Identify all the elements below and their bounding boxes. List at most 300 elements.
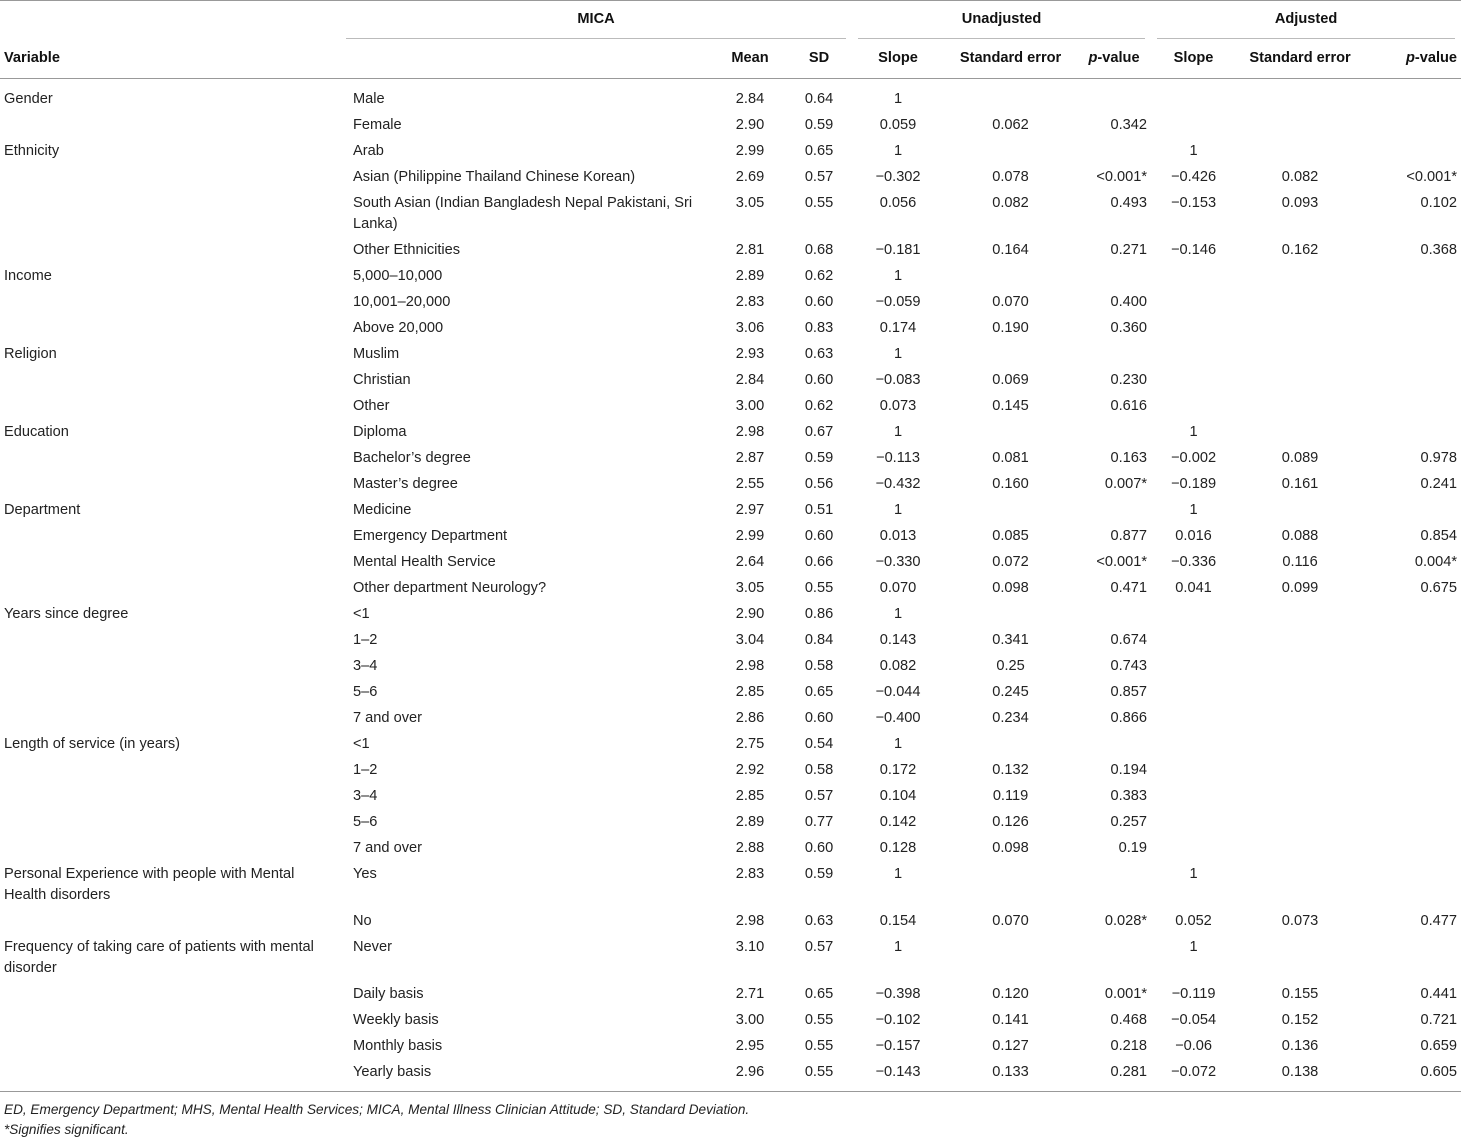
- p-unadjusted-cell: 0.007*: [1104, 476, 1148, 492]
- slope-adjusted-cell: −0.054: [1171, 1012, 1217, 1028]
- column-header-sd: SD: [786, 39, 852, 79]
- slope-adjusted-cell: [1151, 290, 1236, 316]
- p-unadjusted-cell: [1077, 342, 1151, 368]
- slope-unadjusted-cell: −0.083: [875, 372, 921, 388]
- table-row: [0, 1034, 1461, 1060]
- se-adjusted-cell: [1236, 394, 1364, 420]
- mean-cell: 2.71: [735, 986, 765, 1002]
- table-row: [0, 1060, 1461, 1092]
- p-unadjusted-cell: 0.471: [1110, 580, 1148, 596]
- mean-cell: 2.97: [735, 502, 765, 518]
- p-unadjusted-cell: 0.743: [1110, 658, 1148, 674]
- se-unadjusted-cell: 0.160: [992, 476, 1029, 492]
- variable-cell: [0, 113, 340, 139]
- se-adjusted-cell: [1236, 368, 1364, 394]
- sd-cell: 0.65: [804, 684, 834, 700]
- se-adjusted-cell: 0.093: [1281, 195, 1319, 211]
- p-adjusted-cell: [1364, 628, 1461, 654]
- slope-unadjusted-cell: 1: [893, 939, 903, 955]
- se-adjusted-cell: 0.073: [1281, 913, 1319, 929]
- slope-unadjusted-cell: 0.070: [879, 580, 917, 596]
- se-adjusted-cell: [1236, 602, 1364, 628]
- slope-unadjusted-cell: 1: [893, 606, 903, 622]
- table-row: [0, 264, 1461, 290]
- sd-cell: 0.84: [804, 632, 834, 648]
- category-cell: South Asian (Indian Bangladesh Nepal Pakistani, Sri Lanka): [353, 195, 693, 232]
- p-unadjusted-cell: [1077, 498, 1151, 524]
- table-row: [0, 550, 1461, 576]
- mean-cell: 3.05: [735, 580, 765, 596]
- se-adjusted-cell: [1236, 810, 1364, 836]
- se-adjusted-cell: 0.099: [1281, 580, 1319, 596]
- mean-cell: 2.85: [735, 684, 765, 700]
- se-unadjusted-cell: 0.119: [992, 788, 1029, 804]
- se-unadjusted-cell: 0.098: [992, 580, 1029, 596]
- category-cell: Yearly basis: [340, 1060, 714, 1092]
- p-adjusted-cell: [1364, 139, 1461, 165]
- sd-cell: 0.60: [804, 294, 834, 310]
- slope-unadjusted-cell: 1: [893, 143, 903, 159]
- mean-cell: 2.99: [735, 143, 765, 159]
- se-unadjusted-cell: [944, 862, 1077, 909]
- se-unadjusted-cell: 0.127: [992, 1038, 1029, 1054]
- slope-adjusted-cell: 1: [1189, 939, 1198, 955]
- slope-unadjusted-cell: 1: [893, 346, 903, 362]
- table-row: [0, 732, 1461, 758]
- variable-cell: Length of service (in years): [4, 736, 181, 752]
- sd-cell: 0.62: [804, 398, 834, 414]
- p-unadjusted-cell: 0.281: [1077, 1060, 1151, 1092]
- se-adjusted-cell: [1236, 935, 1364, 982]
- slope-adjusted-cell: −0.002: [1171, 450, 1217, 466]
- se-unadjusted-cell: 0.120: [992, 986, 1029, 1002]
- se-adjusted-cell: 0.152: [1281, 1012, 1319, 1028]
- category-cell: Medicine: [353, 502, 412, 518]
- table-row: [0, 113, 1461, 139]
- p-unadjusted-cell: 0.218: [1110, 1038, 1148, 1054]
- variable-cell: Frequency of taking care of patients with mental disorder: [4, 939, 314, 976]
- table-row: [0, 784, 1461, 810]
- slope-unadjusted-cell: 0.174: [879, 320, 917, 336]
- sd-cell: 0.55: [804, 1012, 834, 1028]
- sd-cell: 0.59: [804, 450, 834, 466]
- group-header-unadjusted: Unadjusted: [852, 1, 1151, 40]
- se-adjusted-cell: 0.136: [1281, 1038, 1319, 1054]
- slope-adjusted-cell: [1151, 680, 1236, 706]
- category-cell: 5–6: [353, 814, 378, 830]
- category-cell: Muslim: [353, 346, 400, 362]
- p-unadjusted-cell: [1077, 264, 1151, 290]
- slope-unadjusted-cell: 0.143: [879, 632, 917, 648]
- group-header-adjusted: Adjusted: [1151, 1, 1461, 40]
- table-row: [0, 394, 1461, 420]
- se-unadjusted-cell: 0.341: [992, 632, 1029, 648]
- se-unadjusted-cell: [944, 139, 1077, 165]
- category-cell: Other: [353, 398, 390, 414]
- mean-cell: 2.89: [735, 814, 765, 830]
- se-unadjusted-cell: 0.141: [992, 1012, 1029, 1028]
- table-row: [0, 836, 1461, 862]
- p-unadjusted-cell: 0.857: [1110, 684, 1148, 700]
- se-adjusted-cell: [1236, 113, 1364, 139]
- slope-adjusted-cell: [1151, 706, 1236, 732]
- p-unadjusted-cell: 0.468: [1110, 1012, 1148, 1028]
- mean-cell: 2.85: [735, 788, 765, 804]
- p-adjusted-cell: 0.102: [1420, 195, 1458, 211]
- se-adjusted-cell: [1236, 836, 1364, 862]
- slope-adjusted-cell: [1151, 836, 1236, 862]
- slope-adjusted-cell: [1151, 602, 1236, 628]
- se-adjusted-cell: [1236, 732, 1364, 758]
- table-row: [0, 342, 1461, 368]
- mean-cell: 2.89: [735, 268, 765, 284]
- p-unadjusted-cell: 0.877: [1110, 528, 1148, 544]
- sd-cell: 0.54: [804, 736, 834, 752]
- sd-cell: 0.64: [804, 91, 834, 107]
- slope-adjusted-cell: [1151, 784, 1236, 810]
- mean-cell: 2.98: [735, 658, 765, 674]
- se-adjusted-cell: 0.161: [1281, 476, 1319, 492]
- p-unadjusted-cell: 0.19: [1118, 840, 1148, 856]
- p-adjusted-cell: 0.004*: [1414, 554, 1458, 570]
- slope-unadjusted-cell: 1: [893, 424, 903, 440]
- variable-cell: [0, 810, 340, 836]
- variable-cell: [0, 446, 340, 472]
- p-adjusted-cell: [1364, 706, 1461, 732]
- mean-cell: 2.93: [735, 346, 765, 362]
- sd-cell: 0.68: [804, 242, 834, 258]
- sd-cell: 0.51: [804, 502, 834, 518]
- slope-unadjusted-cell: 0.056: [879, 195, 917, 211]
- p-adjusted-cell: 0.368: [1420, 242, 1458, 258]
- slope-adjusted-cell: [1151, 810, 1236, 836]
- variable-cell: [0, 836, 340, 862]
- variable-cell: [0, 238, 340, 264]
- se-unadjusted-cell: [944, 732, 1077, 758]
- mean-cell: 3.00: [735, 398, 765, 414]
- slope-adjusted-cell: [1151, 732, 1236, 758]
- column-header-category: [340, 39, 714, 79]
- category-cell: Christian: [353, 372, 411, 388]
- column-header-variable: Variable: [0, 39, 340, 79]
- se-unadjusted-cell: [944, 79, 1077, 114]
- category-cell: 1–2: [353, 632, 378, 648]
- slope-adjusted-cell: [1151, 316, 1236, 342]
- slope-adjusted-cell: −0.426: [1171, 169, 1217, 185]
- mean-cell: 2.96: [714, 1060, 786, 1092]
- slope-unadjusted-cell: −0.143: [852, 1060, 944, 1092]
- header-spacer: [0, 1, 340, 40]
- category-cell: Male: [353, 91, 385, 107]
- se-adjusted-cell: [1236, 758, 1364, 784]
- group-header-mica: MICA: [340, 1, 852, 40]
- p-adjusted-cell: 0.978: [1420, 450, 1458, 466]
- sd-cell: 0.63: [804, 913, 834, 929]
- slope-adjusted-cell: −0.153: [1171, 195, 1217, 211]
- sd-cell: 0.55: [786, 1060, 852, 1092]
- slope-unadjusted-cell: −0.059: [875, 294, 921, 310]
- mean-cell: 2.88: [735, 840, 765, 856]
- table-row: [0, 191, 1461, 238]
- sd-cell: 0.65: [804, 143, 834, 159]
- se-adjusted-cell: [1236, 342, 1364, 368]
- variable-cell: Religion: [4, 346, 57, 362]
- se-adjusted-cell: [1236, 79, 1364, 114]
- table-row: [0, 602, 1461, 628]
- slope-unadjusted-cell: −0.302: [875, 169, 921, 185]
- p-unadjusted-cell: 0.028*: [1104, 913, 1148, 929]
- column-header-slope-unadjusted: Slope: [852, 39, 944, 79]
- table-row: [0, 498, 1461, 524]
- se-unadjusted-cell: 0.132: [992, 762, 1029, 778]
- p-adjusted-cell: [1364, 498, 1461, 524]
- slope-unadjusted-cell: −0.102: [875, 1012, 921, 1028]
- p-adjusted-cell: 0.721: [1420, 1012, 1458, 1028]
- se-adjusted-cell: [1236, 628, 1364, 654]
- se-unadjusted-cell: [944, 935, 1077, 982]
- table-body: [0, 79, 1461, 1092]
- slope-unadjusted-cell: 1: [893, 736, 903, 752]
- se-unadjusted-cell: 0.133: [944, 1060, 1077, 1092]
- table-row: [0, 79, 1461, 114]
- se-unadjusted-cell: 0.190: [992, 320, 1029, 336]
- category-cell: Daily basis: [353, 986, 424, 1002]
- slope-adjusted-cell: [1151, 628, 1236, 654]
- table-row: [0, 165, 1461, 191]
- se-unadjusted-cell: 0.069: [992, 372, 1029, 388]
- column-header-se-adjusted: Standard error: [1236, 39, 1364, 79]
- mean-cell: 2.55: [735, 476, 765, 492]
- variable-cell: [0, 524, 340, 550]
- p-adjusted-cell: [1364, 420, 1461, 446]
- se-unadjusted-cell: 0.082: [992, 195, 1029, 211]
- p-adjusted-cell: [1364, 264, 1461, 290]
- category-cell: No: [353, 913, 372, 929]
- variable-cell: [0, 982, 340, 1008]
- variable-cell: Education: [4, 424, 69, 440]
- se-adjusted-cell: 0.082: [1281, 169, 1319, 185]
- table-row: [0, 1008, 1461, 1034]
- mean-cell: 2.98: [735, 424, 765, 440]
- mean-cell: 3.06: [735, 320, 765, 336]
- p-adjusted-cell: 0.854: [1420, 528, 1458, 544]
- se-adjusted-cell: 0.089: [1281, 450, 1319, 466]
- mean-cell: 2.69: [735, 169, 765, 185]
- p-adjusted-cell: [1364, 602, 1461, 628]
- slope-adjusted-cell: [1151, 264, 1236, 290]
- mean-cell: 2.84: [735, 91, 765, 107]
- table-row: [0, 706, 1461, 732]
- slope-adjusted-cell: 1: [1189, 502, 1198, 518]
- category-cell: 1–2: [353, 762, 378, 778]
- variable-cell: [0, 758, 340, 784]
- slope-adjusted-cell: −0.146: [1171, 242, 1217, 258]
- sd-cell: 0.55: [804, 195, 834, 211]
- p-adjusted-cell: [1364, 290, 1461, 316]
- p-adjusted-cell: [1364, 836, 1461, 862]
- variable-cell: [0, 290, 340, 316]
- p-adjusted-cell: [1364, 368, 1461, 394]
- p-unadjusted-cell: 0.230: [1110, 372, 1148, 388]
- p-unadjusted-cell: [1077, 139, 1151, 165]
- sd-cell: 0.83: [804, 320, 834, 336]
- sd-cell: 0.63: [804, 346, 834, 362]
- se-adjusted-cell: [1236, 706, 1364, 732]
- mean-cell: 2.83: [735, 294, 765, 310]
- category-cell: Yes: [353, 866, 377, 882]
- category-cell: 10,001–20,000: [353, 294, 451, 310]
- category-cell: Weekly basis: [353, 1012, 439, 1028]
- p-adjusted-cell: 0.659: [1420, 1038, 1458, 1054]
- mean-cell: 2.75: [735, 736, 765, 752]
- sd-cell: 0.62: [804, 268, 834, 284]
- slope-adjusted-cell: [1151, 368, 1236, 394]
- p-unadjusted-cell: [1077, 79, 1151, 114]
- sd-cell: 0.58: [804, 762, 834, 778]
- p-unadjusted-cell: 0.360: [1110, 320, 1148, 336]
- slope-unadjusted-cell: 1: [893, 502, 903, 518]
- slope-adjusted-cell: [1151, 79, 1236, 114]
- slope-unadjusted-cell: −0.432: [875, 476, 921, 492]
- table-row: [0, 654, 1461, 680]
- variable-cell: Department: [4, 502, 81, 518]
- se-adjusted-cell: [1236, 784, 1364, 810]
- p-unadjusted-cell: [1077, 935, 1151, 982]
- slope-unadjusted-cell: 0.013: [879, 528, 917, 544]
- table-row: [0, 935, 1461, 982]
- sd-cell: 0.57: [804, 788, 834, 804]
- slope-adjusted-cell: [1151, 342, 1236, 368]
- se-unadjusted-cell: 0.164: [992, 242, 1029, 258]
- variable-cell: [0, 165, 340, 191]
- slope-adjusted-cell: 0.016: [1175, 528, 1212, 544]
- sd-cell: 0.60: [804, 840, 834, 856]
- variable-cell: [0, 654, 340, 680]
- sd-cell: 0.58: [804, 658, 834, 674]
- sd-cell: 0.57: [804, 169, 834, 185]
- se-adjusted-cell: [1236, 654, 1364, 680]
- p-unadjusted-cell: [1077, 602, 1151, 628]
- column-header-p-adjusted: p-value: [1364, 39, 1461, 79]
- se-adjusted-cell: [1236, 420, 1364, 446]
- variable-cell: [0, 706, 340, 732]
- variable-cell: [0, 1008, 340, 1034]
- table-row: [0, 680, 1461, 706]
- category-cell: Master’s degree: [353, 476, 458, 492]
- p-unadjusted-cell: 0.400: [1110, 294, 1148, 310]
- slope-adjusted-cell: [1151, 113, 1236, 139]
- sd-cell: 0.60: [804, 710, 834, 726]
- sd-cell: 0.55: [804, 580, 834, 596]
- sd-cell: 0.60: [804, 372, 834, 388]
- sd-cell: 0.59: [804, 117, 834, 133]
- table-row: [0, 909, 1461, 935]
- slope-unadjusted-cell: −0.044: [875, 684, 921, 700]
- category-cell: Other department Neurology?: [353, 580, 547, 596]
- p-adjusted-cell: [1364, 732, 1461, 758]
- slope-unadjusted-cell: 0.128: [879, 840, 917, 856]
- slope-unadjusted-cell: 1: [893, 866, 903, 882]
- category-cell: 7 and over: [353, 840, 422, 856]
- p-adjusted-cell: 0.675: [1420, 580, 1458, 596]
- table-row: [0, 628, 1461, 654]
- mean-cell: 2.90: [735, 606, 765, 622]
- table-row: [0, 446, 1461, 472]
- se-unadjusted-cell: 0.081: [992, 450, 1029, 466]
- p-unadjusted-cell: 0.163: [1110, 450, 1148, 466]
- se-unadjusted-cell: 0.072: [992, 554, 1029, 570]
- slope-unadjusted-cell: 1: [893, 268, 903, 284]
- sd-cell: 0.65: [804, 986, 834, 1002]
- variable-cell: Income: [4, 268, 52, 284]
- table-row: [0, 316, 1461, 342]
- p-adjusted-cell: [1364, 680, 1461, 706]
- variable-cell: [0, 628, 340, 654]
- se-unadjusted-cell: 0.25: [996, 658, 1025, 674]
- p-adjusted-cell: 0.477: [1420, 913, 1458, 929]
- p-unadjusted-cell: 0.257: [1110, 814, 1148, 830]
- p-unadjusted-cell: 0.383: [1110, 788, 1148, 804]
- slope-unadjusted-cell: −0.400: [875, 710, 921, 726]
- variable-cell: [0, 394, 340, 420]
- mean-cell: 3.00: [735, 1012, 765, 1028]
- se-adjusted-cell: [1236, 139, 1364, 165]
- category-cell: Above 20,000: [353, 320, 444, 336]
- slope-adjusted-cell: −0.06: [1175, 1038, 1213, 1054]
- sd-cell: 0.56: [804, 476, 834, 492]
- se-adjusted-cell: [1236, 680, 1364, 706]
- variable-cell: Ethnicity: [4, 143, 60, 159]
- mean-cell: 3.04: [735, 632, 765, 648]
- category-cell: Mental Health Service: [353, 554, 496, 570]
- se-adjusted-cell: [1236, 316, 1364, 342]
- mean-cell: 2.92: [735, 762, 765, 778]
- slope-unadjusted-cell: 1: [893, 91, 903, 107]
- slope-adjusted-cell: 1: [1189, 143, 1198, 159]
- sd-cell: 0.60: [804, 528, 834, 544]
- p-adjusted-cell: [1364, 79, 1461, 114]
- p-unadjusted-cell: 0.674: [1110, 632, 1148, 648]
- variable-cell: [0, 680, 340, 706]
- p-adjusted-cell: [1364, 316, 1461, 342]
- category-cell: Emergency Department: [353, 528, 508, 544]
- variable-cell: Personal Experience with people with Mental Health disorders: [4, 866, 295, 903]
- slope-unadjusted-cell: −0.398: [875, 986, 921, 1002]
- table-row: [0, 576, 1461, 602]
- se-unadjusted-cell: [944, 498, 1077, 524]
- slope-adjusted-cell: −0.119: [1171, 986, 1216, 1002]
- se-unadjusted-cell: [944, 602, 1077, 628]
- p-adjusted-cell: [1364, 784, 1461, 810]
- mean-cell: 3.05: [735, 195, 765, 211]
- slope-unadjusted-cell: 0.082: [879, 658, 917, 674]
- mean-cell: 2.86: [735, 710, 765, 726]
- p-adjusted-cell: <0.001*: [1406, 169, 1458, 185]
- se-unadjusted-cell: 0.126: [992, 814, 1029, 830]
- se-adjusted-cell: 0.116: [1282, 554, 1318, 570]
- category-cell: Bachelor’s degree: [353, 450, 471, 466]
- table-row: [0, 982, 1461, 1008]
- mean-cell: 2.98: [735, 913, 765, 929]
- se-unadjusted-cell: [944, 420, 1077, 446]
- slope-adjusted-cell: [1151, 654, 1236, 680]
- p-unadjusted-cell: 0.493: [1110, 195, 1148, 211]
- slope-adjusted-cell: 0.041: [1175, 580, 1212, 596]
- table-row: [0, 290, 1461, 316]
- p-unadjusted-cell: [1077, 420, 1151, 446]
- p-adjusted-cell: [1364, 758, 1461, 784]
- p-adjusted-cell: [1364, 394, 1461, 420]
